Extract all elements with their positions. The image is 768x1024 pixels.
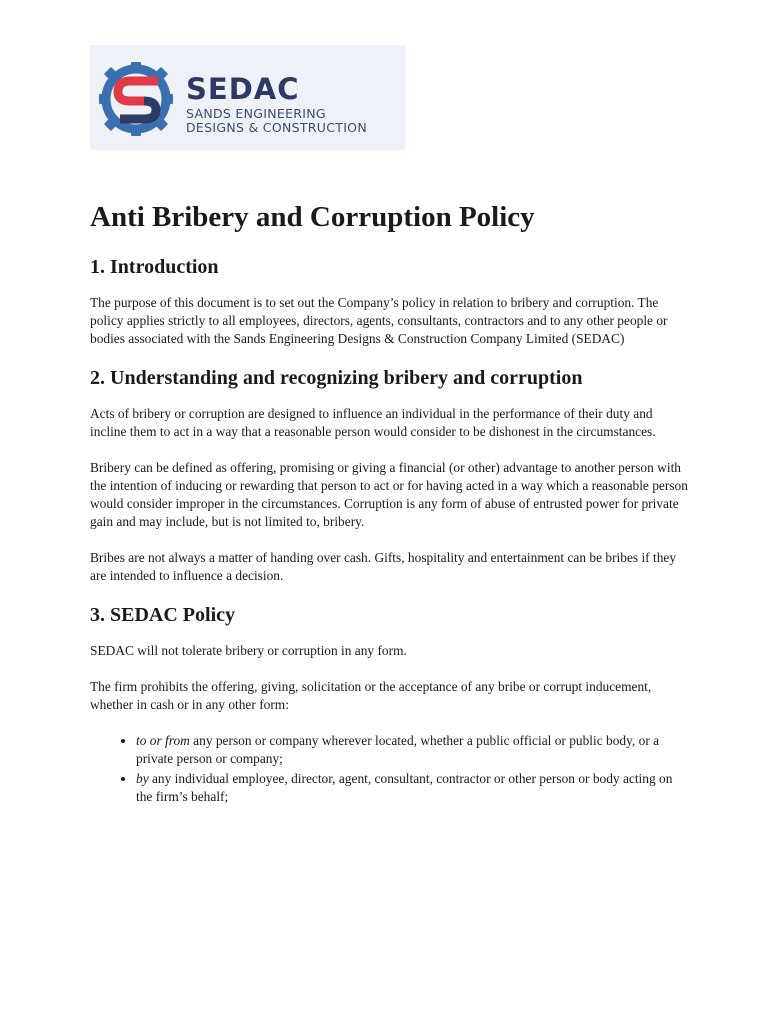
- section-introduction: [90, 255, 690, 348]
- bullet-list: [90, 732, 690, 806]
- list-item: [136, 770, 690, 806]
- paragraph: Acts of bribery or corruption are designed to influence an individual in the performance of their duty and incline them to act in a way that a reasonable person would consider to be dishonest in the circumstances.: [90, 405, 656, 439]
- list-item-text: any person or company wherever located, whether a public official or public body, or a private person or company;: [136, 732, 660, 766]
- logo-tagline-line2: DESIGNS & CONSTRUCTION: [186, 120, 367, 135]
- paragraph: Bribery can be defined as offering, promising or giving a financial (or other) advantage to another person with the intention of inducing or rewarding that person to act or for having acted in a way which a reasonable person would consider improper in the circumstances. Corruption is any form of abuse of entrusted power for private gain and may include, but is not limited to, bribery.: [90, 459, 688, 529]
- paragraph: The purpose of this document is to set out the Company’s policy in relation to bribery and corruption. The policy applies strictly to all employees, directors, agents, consultants, contractors and to any other people or bodies associated with the Sands Engineering Designs & Construction Company Limited (SEDAC): [90, 294, 668, 346]
- paragraph: SEDAC will not tolerate bribery or corruption in any form.: [90, 642, 407, 658]
- document-title: Anti Bribery and Corruption Policy: [90, 201, 535, 233]
- logo-name: SEDAC: [186, 72, 300, 106]
- logo-tagline-line1: SANDS ENGINEERING: [186, 106, 326, 121]
- paragraph: The firm prohibits the offering, giving, solicitation or the acceptance of any bribe or corrupt inducement, whether in cash or in any other form:: [90, 678, 652, 712]
- section-heading: 2. Understanding and recognizing bribery and corruption: [90, 366, 583, 389]
- section-policy: [90, 603, 690, 806]
- section-understanding: [90, 366, 690, 585]
- list-item: [136, 732, 690, 768]
- list-item-lead: by: [136, 770, 149, 786]
- section-heading: 3. SEDAC Policy: [90, 603, 235, 626]
- company-logo: [90, 45, 405, 150]
- gear-logo-icon: [96, 59, 178, 137]
- document-body: [90, 200, 690, 808]
- list-item-lead: to or from: [136, 732, 190, 748]
- section-heading: 1. Introduction: [90, 255, 219, 278]
- logo-tagline: [186, 107, 367, 135]
- paragraph: Bribes are not always a matter of handing over cash. Gifts, hospitality and entertainment can be bribes if they are intended to influence a decision.: [90, 549, 677, 583]
- list-item-text: any individual employee, director, agent, consultant, contractor or other person or body acting on the firm’s behalf;: [136, 770, 673, 804]
